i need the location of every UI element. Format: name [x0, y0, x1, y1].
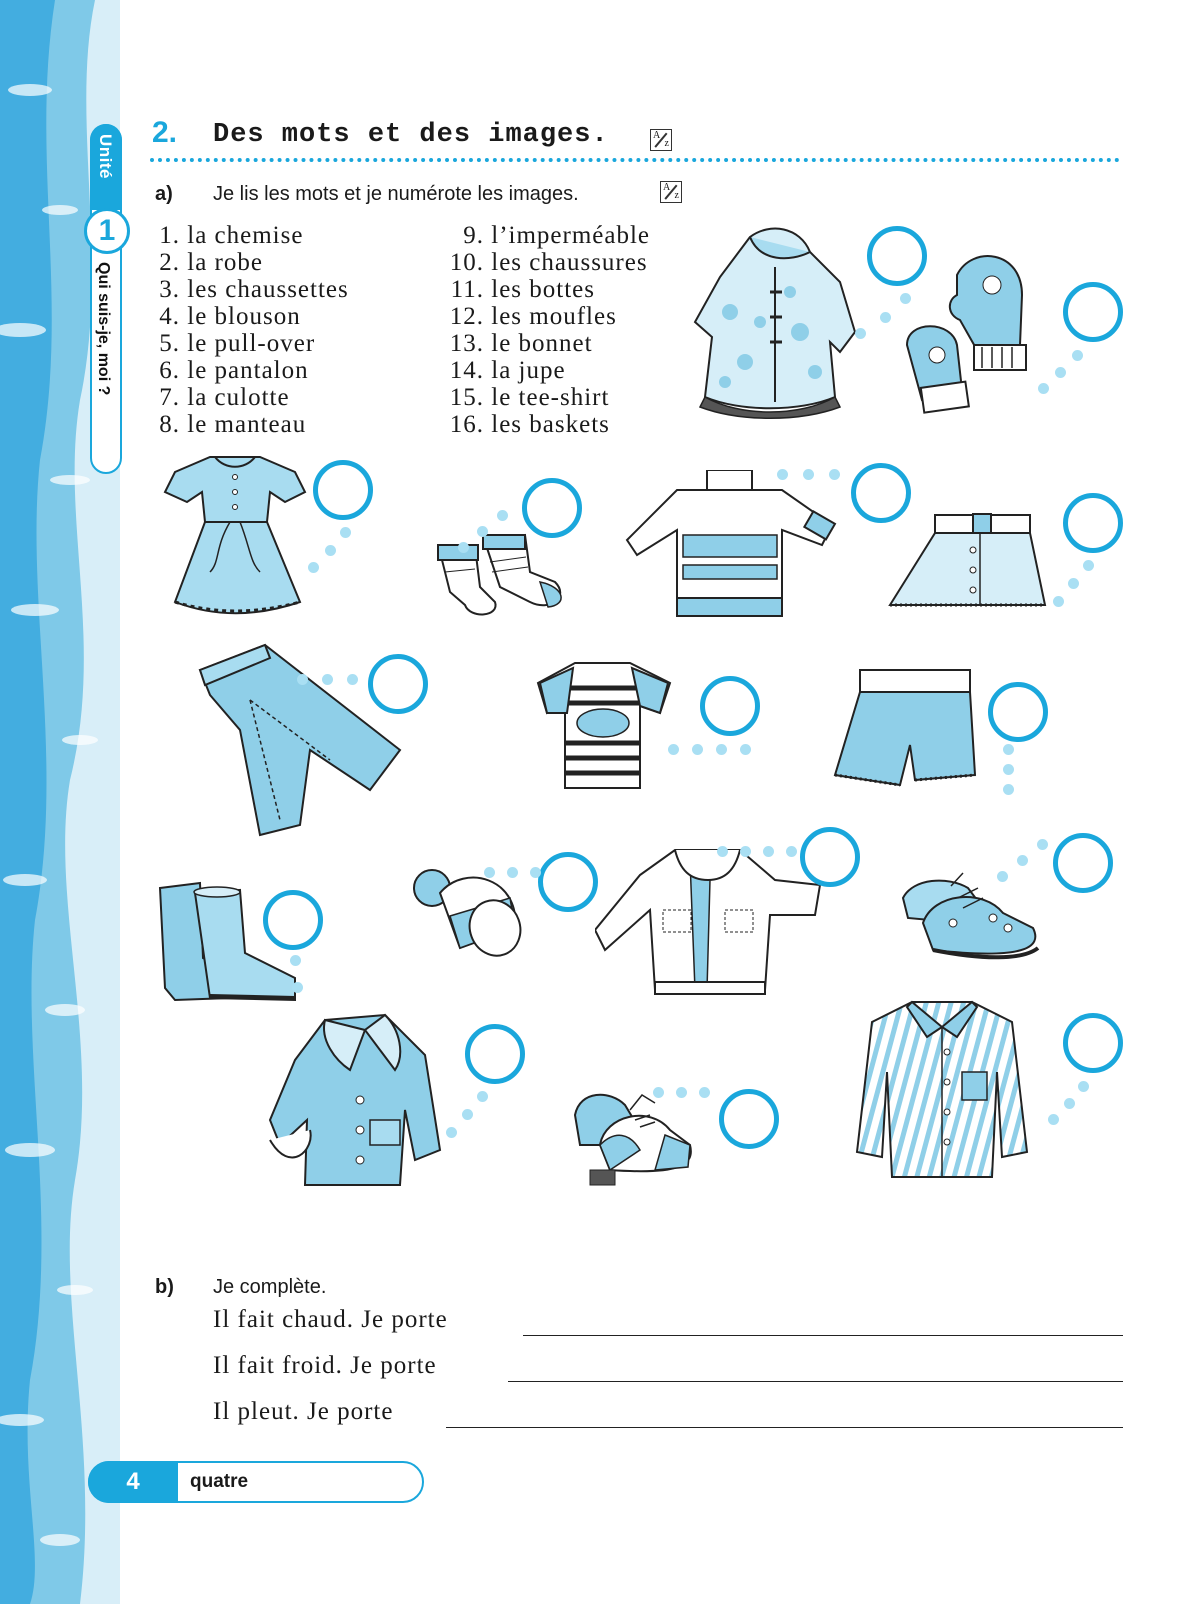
word-list-left: [152, 222, 349, 438]
word-item: 15. le tee-shirt: [449, 384, 610, 411]
az-dictionary-icon: A z: [660, 181, 682, 203]
socks-image: [430, 527, 570, 622]
leader-dot: [855, 328, 866, 339]
leader-dot: [340, 527, 351, 538]
leader-dot: [1003, 744, 1014, 755]
answer-circle[interactable]: [851, 463, 911, 523]
word-item: 5. le pull-over: [159, 330, 316, 357]
mittens-image: [902, 245, 1042, 420]
leader-dot: [1083, 560, 1094, 571]
dress-image: [155, 452, 320, 617]
leader-dot: [497, 510, 508, 521]
answer-blank-cold[interactable]: [508, 1381, 1123, 1382]
leader-dot: [477, 1091, 488, 1102]
leader-dot: [740, 846, 751, 857]
leader-dot: [1053, 596, 1064, 607]
word-item: 7. la culotte: [159, 384, 290, 411]
part-b-letter: b): [155, 1276, 174, 1298]
header-divider: [150, 158, 1120, 162]
leader-dot: [446, 1127, 457, 1138]
word-item: 8. le manteau: [159, 411, 307, 438]
word-item: 14. la jupe: [449, 357, 566, 384]
exercise-title: Des mots et des images.: [213, 120, 609, 150]
page-number: 4: [88, 1461, 178, 1503]
leader-dot: [1064, 1098, 1075, 1109]
leader-dot: [322, 674, 333, 685]
leader-dot: [668, 744, 679, 755]
word-item: 10. les chaussures: [449, 249, 648, 276]
answer-circle[interactable]: [1063, 493, 1123, 553]
sentence-rain: Il pleut. Je porte: [213, 1398, 394, 1425]
unit-title: Qui suis-je, moi ?: [95, 262, 112, 396]
word-item: 13. le bonnet: [449, 330, 593, 357]
answer-circle[interactable]: [465, 1024, 525, 1084]
answer-circle[interactable]: [1063, 282, 1123, 342]
leader-dot: [699, 1087, 710, 1098]
leader-dot: [458, 542, 469, 553]
word-item: 16. les baskets: [449, 411, 610, 438]
sentence-cold: Il fait froid. Je porte: [213, 1352, 437, 1379]
leader-dot: [462, 1109, 473, 1120]
word-item: 3. les chaussettes: [159, 276, 349, 303]
leader-dot: [1003, 784, 1014, 795]
leader-dot: [692, 744, 703, 755]
word-item: 4. le blouson: [159, 303, 301, 330]
part-a-instruction: Je lis les mots et je numérote les images.: [213, 183, 579, 205]
sneakers-image: [893, 868, 1043, 973]
leader-dot: [900, 293, 911, 304]
t-shirt-image: [535, 658, 675, 793]
shorts-image: [830, 665, 980, 800]
leader-dot: [347, 674, 358, 685]
answer-circle[interactable]: [313, 460, 373, 520]
answer-circle[interactable]: [1063, 1013, 1123, 1073]
answer-blank-rain[interactable]: [446, 1427, 1123, 1428]
sentence-hot: Il fait chaud. Je porte: [213, 1306, 448, 1333]
leader-dot: [786, 846, 797, 857]
leader-dot: [477, 526, 488, 537]
leader-dot: [297, 674, 308, 685]
leader-dot: [716, 744, 727, 755]
answer-circle[interactable]: [263, 890, 323, 950]
leader-dot: [507, 867, 518, 878]
word-item: 12. les moufles: [449, 303, 617, 330]
leader-dot: [997, 871, 1008, 882]
leader-dot: [717, 846, 728, 857]
leader-dot: [777, 469, 788, 480]
unit-label: Unité: [96, 134, 115, 179]
leader-dot: [1072, 350, 1083, 361]
leader-dot: [763, 846, 774, 857]
leader-dot: [880, 312, 891, 323]
leader-dot: [484, 867, 495, 878]
part-b-instruction: Je complète.: [213, 1276, 327, 1298]
leader-dot: [740, 744, 751, 755]
leader-dot: [1003, 764, 1014, 775]
leader-dot: [1048, 1114, 1059, 1125]
answer-circle[interactable]: [538, 852, 598, 912]
leader-dot: [653, 1087, 664, 1098]
unit-number: 1: [84, 208, 130, 254]
leader-dot: [530, 867, 541, 878]
part-a-letter: a): [155, 183, 173, 205]
raincoat-image: [690, 222, 860, 422]
word-item: 11. les bottes: [450, 276, 595, 303]
leader-dot: [676, 1087, 687, 1098]
leader-dot: [308, 562, 319, 573]
leader-dot: [1017, 855, 1028, 866]
answer-blank-hot[interactable]: [523, 1335, 1123, 1336]
word-item: 9. l’imperméable: [463, 222, 651, 249]
answer-circle[interactable]: [719, 1089, 779, 1149]
answer-circle[interactable]: [988, 682, 1048, 742]
leader-dot: [290, 955, 301, 966]
sweater-image: [617, 470, 842, 625]
shirt-image: [852, 992, 1032, 1187]
leader-dot: [1078, 1081, 1089, 1092]
page-number-word: quatre: [190, 1471, 249, 1492]
leader-dot: [1068, 578, 1079, 589]
answer-circle[interactable]: [800, 827, 860, 887]
answer-circle[interactable]: [867, 226, 927, 286]
jacket-image: [595, 840, 825, 1010]
word-item: 1. la chemise: [159, 222, 304, 249]
skirt-image: [885, 510, 1050, 620]
word-list-right: [440, 222, 650, 438]
page-footer: [88, 1461, 424, 1503]
leader-dot: [1038, 383, 1049, 394]
answer-circle[interactable]: [522, 478, 582, 538]
exercise-number: 2.: [152, 116, 178, 149]
unit-tab: [90, 124, 122, 474]
leader-dot: [1055, 367, 1066, 378]
word-item: 6. le pantalon: [159, 357, 309, 384]
leader-dot: [829, 469, 840, 480]
leader-dot: [325, 545, 336, 556]
answer-circle[interactable]: [700, 676, 760, 736]
az-dictionary-icon: A z: [650, 129, 672, 151]
leader-dot: [292, 982, 303, 993]
answer-circle[interactable]: [368, 654, 428, 714]
coat-image: [265, 1000, 445, 1195]
word-item: 2. la robe: [159, 249, 263, 276]
leader-dot: [803, 469, 814, 480]
answer-circle[interactable]: [1053, 833, 1113, 893]
leader-dot: [1037, 839, 1048, 850]
